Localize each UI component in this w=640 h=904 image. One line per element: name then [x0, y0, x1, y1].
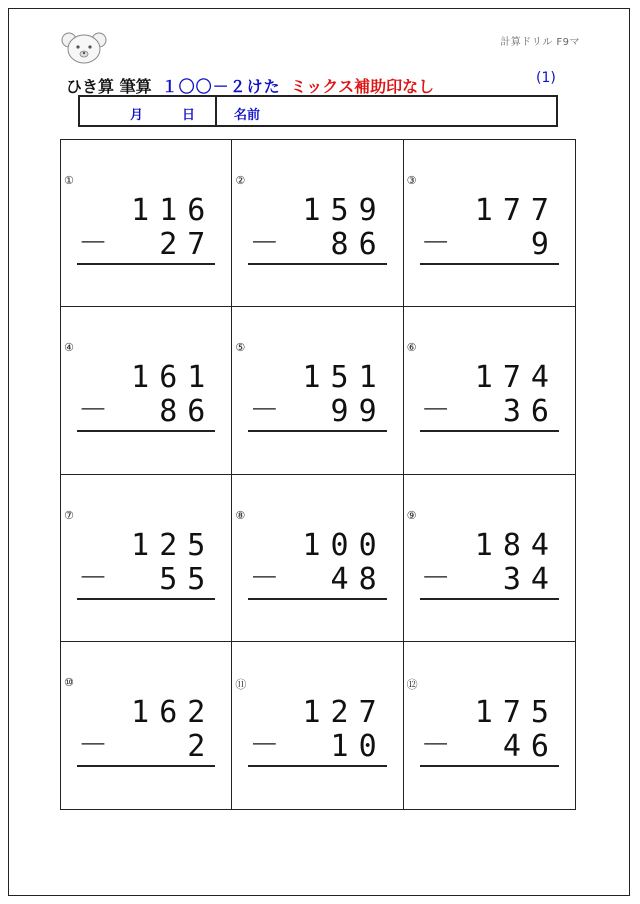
title-operation: ひき算 筆算 — [66, 77, 152, 96]
problem-number: ⑩ — [64, 675, 74, 689]
problem-number: ⑫ — [406, 677, 418, 691]
minuend: 125 — [131, 527, 216, 563]
brand-label: 計算ドリル F9マ — [500, 37, 580, 48]
minuend: 116 — [131, 193, 216, 228]
problem-number: ⑤ — [235, 341, 246, 355]
subtrahend: 55 — [131, 561, 216, 597]
problem-number: ⑨ — [406, 508, 417, 522]
minus-sign: － — [420, 560, 451, 596]
subtrahend: 2 — [131, 728, 216, 764]
minus-sign: － — [249, 727, 280, 763]
name-date-box — [78, 95, 558, 127]
minuend: 162 — [131, 694, 216, 730]
minuend: 127 — [302, 694, 387, 730]
problem-cell — [232, 475, 403, 642]
minus-sign: － — [420, 393, 451, 429]
answer-line — [420, 263, 559, 265]
subtrahend: 48 — [302, 561, 387, 597]
problem-number: ⑪ — [235, 677, 247, 691]
month-label: 月 — [130, 108, 144, 123]
minus-sign: － — [78, 727, 108, 763]
day-label: 日 — [182, 108, 196, 123]
minus-sign: － — [249, 393, 280, 429]
subtrahend: 86 — [302, 227, 387, 262]
problem-number: ④ — [64, 341, 74, 355]
subtrahend: 10 — [302, 728, 387, 764]
problem-number: ③ — [406, 174, 417, 187]
minuend: 100 — [302, 527, 387, 563]
answer-line — [248, 598, 386, 600]
title-mode: ミックス補助印なし — [290, 77, 435, 96]
problem-number: ⑥ — [406, 341, 417, 355]
answer-line — [77, 765, 215, 767]
minuend: 151 — [302, 360, 387, 396]
minus-sign: － — [249, 560, 280, 596]
minuend: 159 — [302, 193, 387, 228]
minus-sign: － — [420, 727, 451, 763]
problem-cell — [232, 140, 403, 307]
bear-face-icon — [60, 30, 108, 66]
problem-number: ② — [235, 174, 246, 187]
minus-sign: － — [78, 393, 108, 429]
title-range: １〇〇－２けた — [161, 77, 281, 96]
problem-number: ⑧ — [235, 508, 246, 522]
problem-cell — [404, 140, 575, 307]
minuend: 175 — [474, 694, 559, 730]
problem-cell — [404, 642, 575, 809]
minuend: 184 — [474, 527, 559, 563]
minus-sign: － — [78, 226, 108, 261]
subtrahend: 27 — [131, 227, 216, 262]
minus-sign: － — [249, 226, 280, 261]
problem-cell — [61, 475, 232, 642]
answer-line — [420, 430, 559, 432]
problem-cell — [61, 642, 232, 809]
problem-number: ⑦ — [64, 508, 74, 522]
answer-line — [77, 598, 215, 600]
answer-line — [248, 765, 386, 767]
minuend: 177 — [474, 193, 559, 228]
problem-cell — [404, 307, 575, 474]
sheet-number: (1) — [536, 70, 556, 86]
minuend: 161 — [131, 360, 216, 396]
answer-line — [248, 263, 386, 265]
problem-cell — [232, 307, 403, 474]
worksheet-title — [66, 74, 434, 97]
problem-cell — [404, 475, 575, 642]
minus-sign: － — [78, 560, 108, 596]
problem-cell — [61, 307, 232, 474]
name-label: 名前 — [234, 108, 261, 123]
subtrahend: 99 — [302, 394, 387, 430]
answer-line — [420, 765, 559, 767]
name-divider — [215, 97, 217, 125]
problem-cell — [232, 642, 403, 809]
problem-cell — [61, 140, 232, 307]
subtrahend: 9 — [474, 227, 559, 262]
answer-line — [420, 598, 559, 600]
answer-line — [77, 430, 215, 432]
problem-number: ① — [64, 174, 74, 187]
subtrahend: 46 — [474, 728, 559, 764]
subtrahend: 34 — [474, 561, 559, 597]
minuend: 174 — [474, 360, 559, 396]
subtrahend: 36 — [474, 394, 559, 430]
subtrahend: 86 — [131, 394, 216, 430]
answer-line — [77, 263, 215, 265]
minus-sign: － — [420, 226, 451, 261]
answer-line — [248, 430, 386, 432]
problem-grid — [60, 139, 576, 810]
